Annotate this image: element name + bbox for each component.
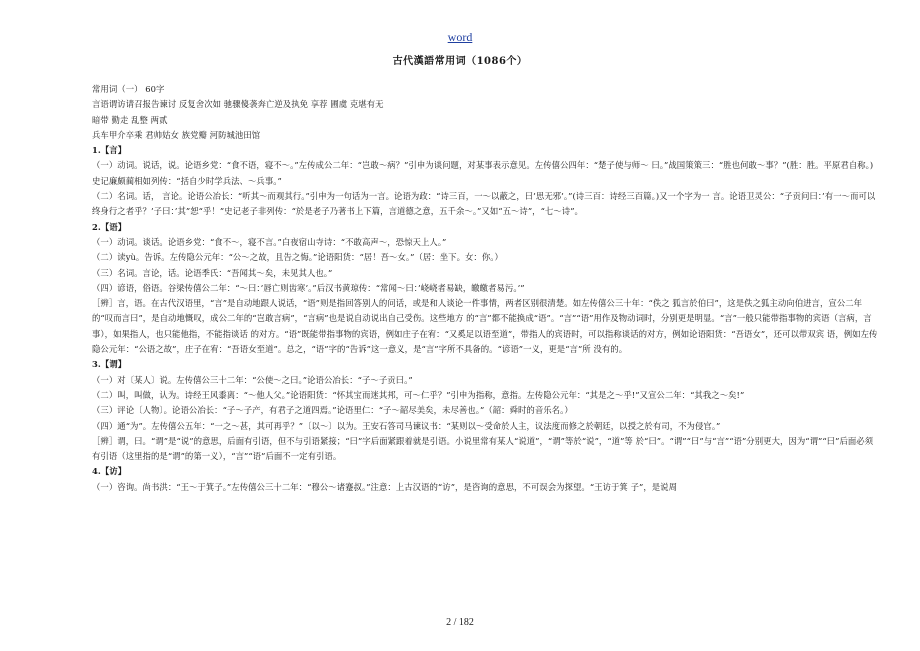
entry-heading: 3.【谓】 [92,359,127,370]
text-line: 言语谓访请召报告谏讨 反复舍次如 驰骤傻袭奔亡逆及执免 享荐 圃虞 克堪有无 [92,99,384,110]
text-paragraph: （一）动词。说话，说。论语乡党：“食不语，寝不～。”左传成公二年：“岂敢～病？”引申为谈问题，对某事表示意见。左传僖公四年：“楚子使与师～ 曰。”战国策策三：“胜也何敢～事？”(胜：胜。平原君自称。)史记廉颇蔺相如列传：“括自少时学兵法、～兵事。” [92,160,874,186]
page-number [0,617,920,628]
text-paragraph: （一）咨询。尚书洪：“王～于箕子。”左传僖公三十二年：“穆公～诸蹇叔。”注意：上古汉语的“访”，是咨询的意思，不可误会为探望。“王访于箕 子”，是说周 [92,481,678,492]
text-paragraph: （二）名词。话， 言论。论语公冶长：“听其～而观其行。”引申为一句话为一言。论语为政：“诗三百，一～以蔽之，曰’思无邪’。”(诗三百：诗经三百篇。)又一个字为一 言。论语卫灵公：“子贡问曰：’有一～而可以终身行之者乎？’子曰：’其”恕“乎！”史记老子非列传：“於是老子乃著书上下篇，言道德之意，五千余～。”又如“五～诗”，“七～诗”。 [92,191,876,217]
text-paragraph: （四）通“为”。左传僖公五年：“一之～甚，其可再乎？”〔以～〕以为。王安石答司马谏议书：“某则以～受命於人主，议法度而修之於朝廷，以授之於有司，不为侵官。” [92,420,721,431]
entry-heading: 1.【言】 [92,145,127,156]
entry-heading: 2.【语】 [92,221,127,232]
total-pages: 182 [458,617,474,628]
text-paragraph: （一）动词。谈话。论语乡党：“食不～，寝不言。”白夜宿山寺诗：“不敢高声～，恐惊天上人。” [92,236,447,247]
entry-heading: 4.【访】 [92,466,127,477]
document-body [92,82,878,495]
text-line: 常用词（一） 60字 [92,84,165,94]
text-paragraph: （二）叫，叫做，认为。诗经王风黍离：“～他人父。”论语阳货：“怀其宝而迷其邦，可～仁乎？”引申为指称，意指。左传隐公元年：“其是之～乎!”又宣公二年：“其我之～矣!” [92,389,745,400]
text-paragraph: （三）名词。言论，话。论语季氏：“吾闻其～矣，未见其人也。” [92,267,333,278]
text-paragraph: （二）读yù。告诉。左传隐公元年：“公～之故，且告之悔。”论语阳货：“居！吾～女。”（居：坐下。女：你。） [92,252,503,263]
current-page: 2 [446,617,452,628]
header-link[interactable]: word [447,30,473,44]
text-paragraph: ［辨］谓，曰。“谓”是“说”的意思，后面有引语，但不与引语紧接；“曰”字后面紧跟着就是引语。小说里常有某人“说道”，“谓”等於“说”，“道”等 於“曰”。“谓”“曰”与“言”“语”分别更大，因为“谓”“曰”后面必须有引语（这里指的是“谓”的第一义），“言”“语”后面不一定有引语。 [92,435,874,462]
text-paragraph: （三）评论〔人物〕。论语公冶长：“子～子产，有君子之道四焉。”论语里仁：“子～韶尽美矣，未尽善也。”（韶：舜时的音乐名。） [92,405,573,416]
text-paragraph: （一）对〔某人〕说。左传僖公三十二年：“公使～之曰。”论语公冶长：“子～子贡曰。” [92,374,413,385]
page-separator: / [453,617,459,628]
text-line: 兵车甲介卒乘 君帅姑女 族党瓣 河防城池田馆 [92,129,261,140]
text-paragraph: ［辨］言，语。在古代汉语里，“言”是自动地跟人说话，“语”则是指回答别人的问话，或是和人谈论一件事情，两者区别很清楚。如左传僖公三十年：“佚之 狐言於伯曰”，这是佚之狐主动向伯进言，宣公二年的“叹而言曰”，是自动地慨叹，成公二年的“岂敢言病”，“言病”也是说自动说出自己受伤。这些地方 的“言”都不能换成“语”。“言”“语”用作及物动词时，分别更是明显。“言”一般只能带指事物的宾语（言病，言事），如果指人，也只能他指，不能指谈话 的对方。“语”既能带指事物的宾语，例如庄子在宥：“又奚足以语至道”，带指人的宾语时，可以指称谈话的对方，例如论语阳货：“吾语女”，还可以带双宾 语，例如左传隐公元年：“公语之故”，庄子在宥：“吾语女至道”。总之，“语”字的“告诉”这一意义，是“言”字所不具备的。“谚语”一义，更是“言”所 没有的。 [92,298,878,355]
page-title: 古代漢語常用词（1086个） [392,56,528,67]
text-paragraph: （四）谚语，俗语。谷梁传僖公二年：“～曰：’唇亡则齿寒’。”后汉书黄琼传：“常闻～曰：’峣峣者易缺，皦皦者易污。’” [92,282,525,293]
text-line: 暗带 勤走 乱整 两贰 [92,114,168,125]
